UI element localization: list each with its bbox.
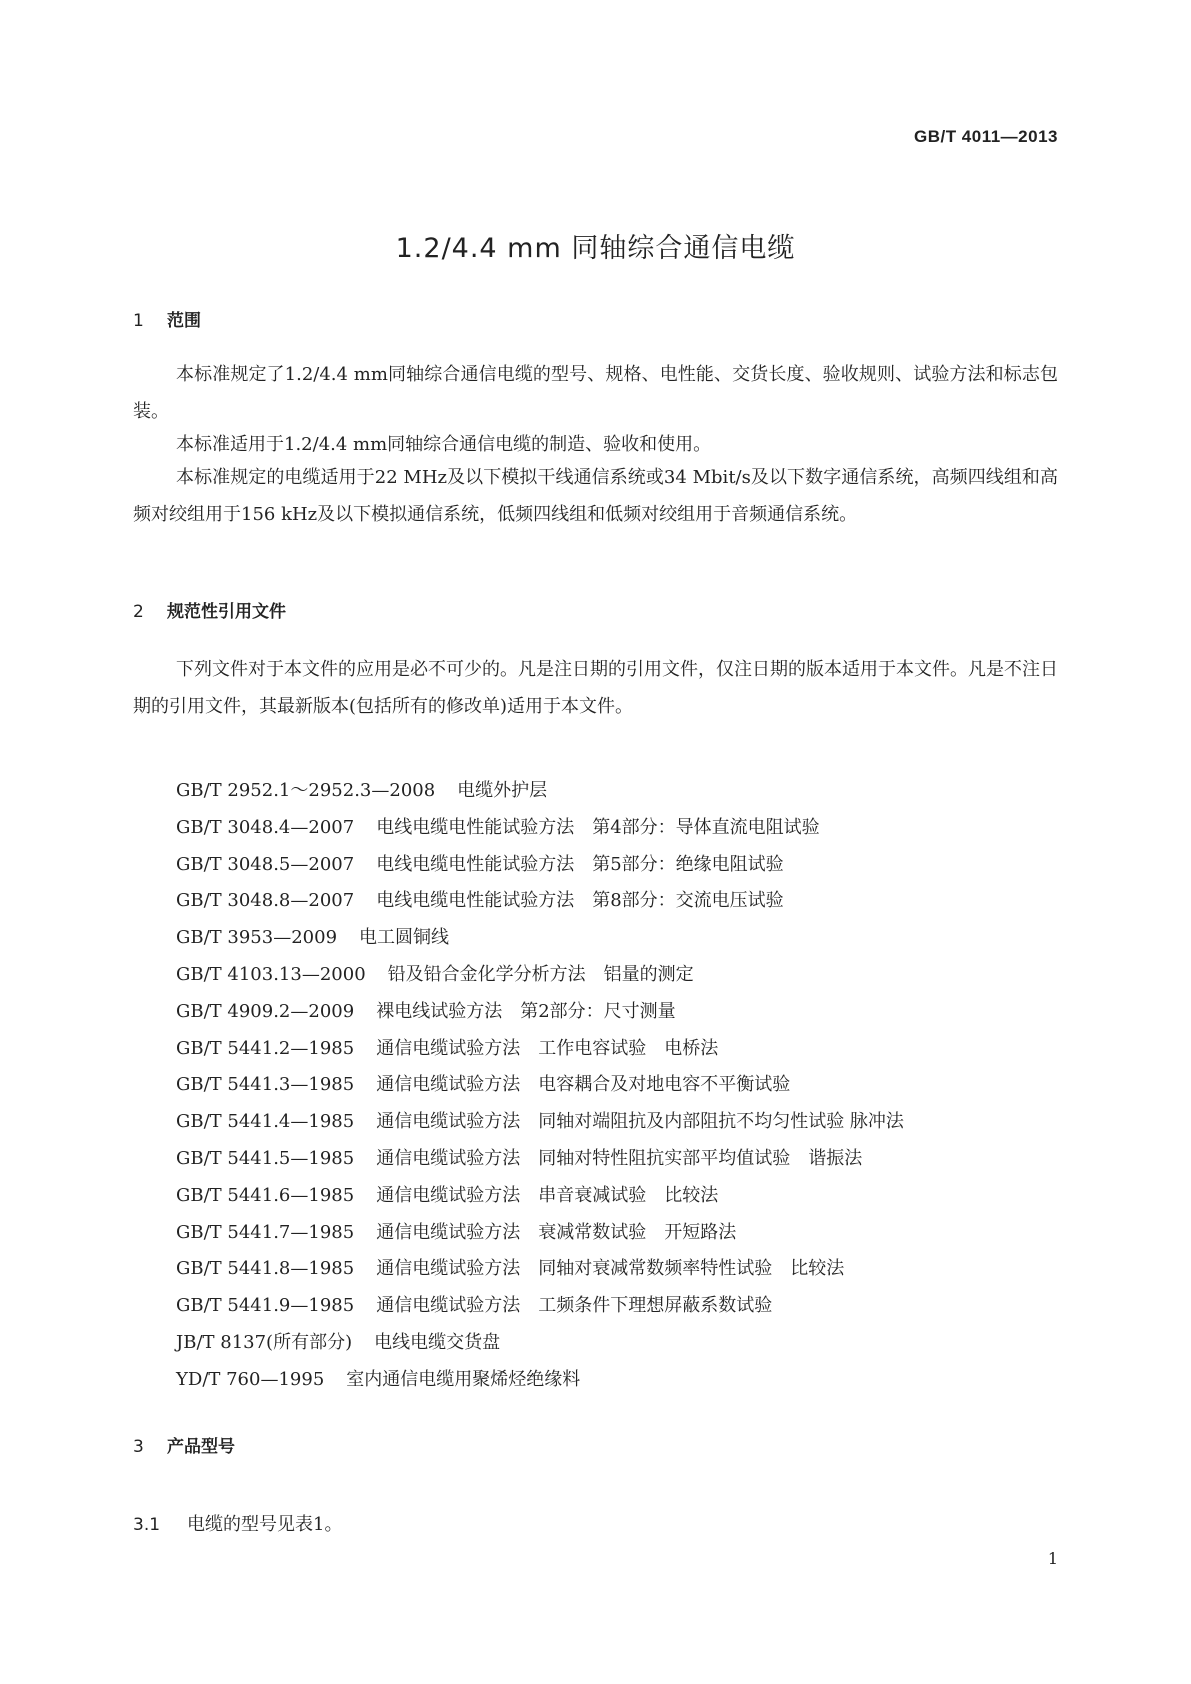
section-title: 规范性引用文件: [167, 602, 286, 622]
section-2-intro: 下列文件对于本文件的应用是必不可少的。凡是注日期的引用文件，仅注日期的版本适用于本文件。凡是不注日期的引用文件，其最新版本(包括所有的修改单)适用于本文件。: [133, 659, 1058, 717]
section-title: 范围: [167, 311, 201, 331]
reference-code: GB/T 5441.6—1985: [176, 1184, 355, 1206]
reference-item: [176, 1067, 904, 1104]
reference-code: GB/T 5441.8—1985: [176, 1258, 355, 1280]
section-title: 产品型号: [167, 1437, 235, 1457]
reference-item: [176, 1325, 904, 1362]
reference-title: 通信电缆试验方法 同轴对特性阻抗实部平均值试验 谐振法: [376, 1147, 863, 1169]
section-1-paragraph: 本标准适用于1.2/4.4 mm同轴综合通信电缆的制造、验收和使用。: [176, 434, 712, 455]
reference-item: [176, 957, 904, 994]
reference-item: [176, 847, 904, 884]
reference-title: 电线电缆交货盘: [374, 1331, 501, 1353]
page-number: 1: [1047, 1549, 1058, 1568]
reference-code: GB/T 4909.2—2009: [176, 1000, 355, 1022]
reference-title: 通信电缆试验方法 同轴对端阻抗及内部阻抗不均匀性试验 脉冲法: [376, 1111, 904, 1133]
reference-title: 电线电缆电性能试验方法 第8部分：交流电压试验: [376, 890, 784, 912]
reference-code: GB/T 3048.5—2007: [176, 853, 355, 875]
reference-item: [176, 1104, 904, 1141]
section-1-paragraph: 本标准规定的电缆适用于22 MHz及以下模拟干线通信系统或34 Mbit/s及以下数字通信系统，高频四线组和高频对绞组用于156 kHz及以下模拟通信系统，低频四线组和低频对绞组用于音频通信系统。: [133, 467, 1058, 525]
document-title: 1.2/4.4 mm 同轴综合通信电缆: [395, 233, 796, 264]
reference-code: GB/T 5441.3—1985: [176, 1074, 355, 1096]
section-2-heading: [133, 597, 286, 622]
standard-code: GB/T 4011—2013: [913, 127, 1058, 146]
section-1-paragraph: 本标准规定了1.2/4.4 mm同轴综合通信电缆的型号、规格、电性能、交货长度、验收规则、试验方法和标志包装。: [133, 364, 1058, 422]
clause-text: 电缆的型号见表1。: [187, 1514, 343, 1535]
reference-title: 电缆外护层: [457, 780, 548, 801]
reference-item: [176, 1288, 904, 1325]
reference-title: 通信电缆试验方法 工作电容试验 电桥法: [376, 1037, 719, 1059]
reference-title: 裸电线试验方法 第2部分：尺寸测量: [376, 1000, 676, 1022]
reference-code: JB/T 8137(所有部分): [176, 1331, 353, 1353]
reference-item: [176, 1215, 904, 1252]
reference-item: [176, 1251, 904, 1288]
section-1-heading: [133, 306, 201, 331]
reference-item: [176, 920, 904, 957]
reference-title: 通信电缆试验方法 工频条件下理想屏蔽系数试验: [376, 1295, 773, 1317]
reference-code: GB/T 2952.1～2952.3—2008: [176, 780, 436, 801]
reference-title: 铅及铅合金化学分析方法 铝量的测定: [387, 963, 694, 985]
section-number: 1: [133, 311, 144, 331]
reference-item: [176, 810, 904, 847]
reference-title: 通信电缆试验方法 串音衰减试验 比较法: [376, 1184, 719, 1206]
reference-item: [176, 1362, 904, 1399]
reference-code: GB/T 3048.8—2007: [176, 890, 355, 912]
reference-item: [176, 994, 904, 1031]
reference-title: 通信电缆试验方法 电容耦合及对地电容不平衡试验: [376, 1074, 791, 1096]
reference-code: GB/T 5441.9—1985: [176, 1295, 355, 1317]
reference-title: 电线电缆电性能试验方法 第5部分：绝缘电阻试验: [376, 853, 784, 875]
reference-list: [176, 773, 904, 1399]
reference-code: YD/T 760—1995: [176, 1368, 325, 1390]
clause-3-1: [133, 1510, 342, 1536]
reference-code: GB/T 3048.4—2007: [176, 816, 355, 838]
reference-item: [176, 1141, 904, 1178]
reference-code: GB/T 5441.5—1985: [176, 1147, 355, 1169]
reference-item: [176, 773, 904, 810]
reference-code: GB/T 4103.13—2000: [176, 963, 366, 985]
reference-title: 通信电缆试验方法 衰减常数试验 开短路法: [376, 1221, 737, 1243]
reference-code: GB/T 5441.7—1985: [176, 1221, 355, 1243]
reference-item: [176, 1178, 904, 1215]
reference-title: 电线电缆电性能试验方法 第4部分：导体直流电阻试验: [376, 816, 820, 838]
section-number: 3: [133, 1437, 144, 1457]
reference-code: GB/T 5441.4—1985: [176, 1111, 355, 1133]
reference-code: GB/T 5441.2—1985: [176, 1037, 355, 1059]
reference-title: 室内通信电缆用聚烯烃绝缘料: [346, 1368, 581, 1390]
section-3-heading: [133, 1432, 235, 1457]
reference-title: 通信电缆试验方法 同轴对衰减常数频率特性试验 比较法: [376, 1258, 845, 1280]
reference-code: GB/T 3953—2009: [176, 927, 338, 949]
clause-number: 3.1: [133, 1515, 161, 1535]
reference-item: [176, 883, 904, 920]
reference-title: 电工圆铜线: [359, 927, 450, 949]
section-number: 2: [133, 602, 144, 622]
reference-item: [176, 1031, 904, 1068]
